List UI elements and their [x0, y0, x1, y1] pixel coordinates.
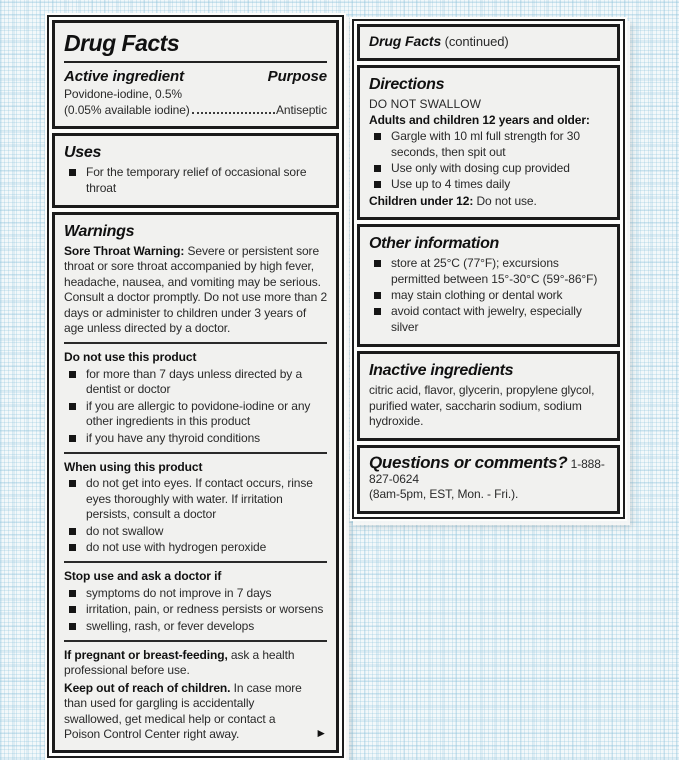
square-bullet-icon — [69, 403, 76, 410]
square-bullet-icon — [69, 590, 76, 597]
keep-out-paragraph — [64, 681, 327, 743]
list-item — [369, 177, 608, 192]
adults-children-heading: Adults and children 12 years and older: — [369, 112, 590, 127]
bullet-text: Use only with dosing cup provided — [391, 161, 570, 176]
questions-heading: Questions or comments? — [369, 452, 568, 472]
keep-out-lead: Keep out of reach of children. — [64, 680, 231, 695]
square-bullet-icon — [374, 292, 381, 299]
bullet-text: Gargle with 10 ml full strength for 30 seconds, then spit out — [391, 129, 580, 159]
bullet-text: do not swallow — [86, 523, 164, 538]
bullet-text: For the temporary relief of occasional sore throat — [86, 165, 307, 195]
list-item — [64, 524, 327, 539]
list-item — [64, 367, 327, 398]
subsection-divider — [64, 561, 327, 563]
purpose-header: Purpose — [267, 68, 327, 85]
list-item — [64, 602, 327, 617]
purpose-value: Antiseptic — [275, 102, 327, 117]
bullet-text: for more than 7 days unless directed by a dentist or doctor — [86, 366, 303, 397]
children-under-12-text: Do not use. — [473, 193, 537, 208]
inactive-ingredients-heading: Inactive ingredients — [369, 362, 514, 380]
square-bullet-icon — [374, 133, 381, 140]
square-bullet-icon — [69, 371, 76, 378]
children-under-12-lead: Children under 12: — [369, 193, 474, 208]
inactive-ingredients-text: citric acid, flavor, glycerin, propylene glycol, purified water, saccharin sodium, sodium hydroxide. — [369, 383, 595, 429]
children-under-12-paragraph — [369, 194, 608, 209]
continued-arrow-icon: ► — [315, 726, 327, 740]
title-divider — [64, 61, 327, 63]
right-panel-frame — [352, 19, 625, 519]
continued-label: (continued) — [441, 34, 509, 49]
square-bullet-icon — [69, 528, 76, 535]
when-using-heading: When using this product — [64, 459, 203, 474]
square-bullet-icon — [374, 260, 381, 267]
bullet-text: if you are allergic to povidone-iodine or any other ingredients in this product — [86, 398, 311, 429]
other-information-heading: Other information — [369, 235, 500, 253]
list-item — [369, 288, 608, 303]
sore-throat-warning-lead: Sore Throat Warning: — [64, 244, 185, 259]
left-panel-frame — [47, 15, 344, 758]
drug-facts-continued-title: Drug Facts — [369, 33, 442, 49]
bullet-text: do not get into eyes. If contact occurs, rinse eyes thoroughly with water. If irritation persists, consult a doctor — [86, 476, 313, 522]
bullet-text: store at 25°C (77°F); excursions permitted between 15°-30°C (59°-86°F) — [391, 256, 598, 286]
uses-heading: Uses — [64, 144, 102, 162]
list-item — [369, 161, 608, 176]
directions-heading: Directions — [369, 76, 445, 94]
square-bullet-icon — [374, 165, 381, 172]
continued-header-section — [357, 24, 620, 61]
list-item — [369, 304, 608, 335]
sore-throat-warning-text: Severe or persistent sore throat or sore throat accompanied by high fever, headache, nausea, and vomiting may be serious. Consult a doctor promptly. Do not use more than 2 days or administer to children under 3 years of age unless directed by a doctor. — [64, 244, 328, 336]
subsection-divider — [64, 342, 327, 344]
active-ingredient-detail: (0.05% available iodine) — [64, 102, 190, 117]
square-bullet-icon — [374, 308, 381, 315]
keep-out-text: In case more than used for gargling is accidentally swallowed, get medical help or contact a Poison Control Center right away. — [64, 680, 302, 741]
bullet-text: if you have any thyroid conditions — [86, 430, 261, 445]
list-item — [64, 431, 327, 446]
pregnant-warning-lead: If pregnant or breast-feeding, — [64, 647, 228, 662]
do-not-swallow-text: DO NOT SWALLOW — [369, 97, 482, 112]
list-item — [64, 619, 327, 634]
directions-section — [357, 65, 620, 220]
do-not-use-heading: Do not use this product — [64, 350, 197, 365]
stop-use-heading: Stop use and ask a doctor if — [64, 569, 222, 584]
drug-facts-panel-left — [45, 13, 346, 760]
list-item — [64, 586, 327, 601]
subsection-divider — [64, 640, 327, 642]
square-bullet-icon — [69, 480, 76, 487]
list-item — [64, 540, 327, 555]
bullet-text: Use up to 4 times daily — [391, 177, 511, 192]
warnings-heading: Warnings — [64, 223, 135, 241]
bullet-text: do not use with hydrogen peroxide — [86, 539, 267, 554]
square-bullet-icon — [69, 544, 76, 551]
other-information-section — [357, 224, 620, 347]
ingredient-purpose-header-row — [64, 69, 327, 84]
pregnant-warning-text: ask a health professional before use. — [64, 647, 295, 678]
bullet-text: irritation, pain, or redness persists or worsens — [86, 602, 324, 617]
list-item — [369, 256, 608, 287]
bullet-text: symptoms do not improve in 7 days — [86, 585, 272, 600]
list-item — [369, 129, 608, 160]
questions-hours: (8am-5pm, EST, Mon. - Fri.). — [369, 487, 519, 502]
drug-facts-title: Drug Facts — [64, 30, 180, 56]
square-bullet-icon — [374, 181, 381, 188]
questions-phone: 1-888-827-0624 — [369, 456, 605, 486]
list-item — [64, 476, 327, 522]
bullet-text: avoid contact with jewelry, especially silver — [391, 304, 582, 334]
list-item — [64, 399, 327, 430]
active-ingredient-name: Povidone-iodine, 0.5% — [64, 87, 182, 102]
questions-line — [369, 452, 608, 488]
questions-section — [357, 445, 620, 514]
warnings-section — [52, 212, 339, 753]
list-item — [64, 165, 327, 196]
bullet-text: swelling, rash, or fever develops — [86, 618, 255, 633]
square-bullet-icon — [69, 623, 76, 630]
square-bullet-icon — [69, 606, 76, 613]
uses-section — [52, 133, 339, 208]
ingredient-purpose-row — [64, 103, 327, 118]
left-header-section — [52, 20, 339, 129]
inactive-ingredients-section — [357, 351, 620, 440]
drug-facts-panel-right — [350, 17, 627, 521]
sore-throat-warning-paragraph — [64, 244, 327, 336]
dotted-leader — [192, 112, 275, 114]
bullet-text: may stain clothing or dental work — [391, 288, 563, 303]
pregnant-warning-paragraph — [64, 648, 327, 679]
square-bullet-icon — [69, 435, 76, 442]
active-ingredient-header: Active ingredient — [64, 68, 184, 85]
subsection-divider — [64, 452, 327, 454]
square-bullet-icon — [69, 169, 76, 176]
